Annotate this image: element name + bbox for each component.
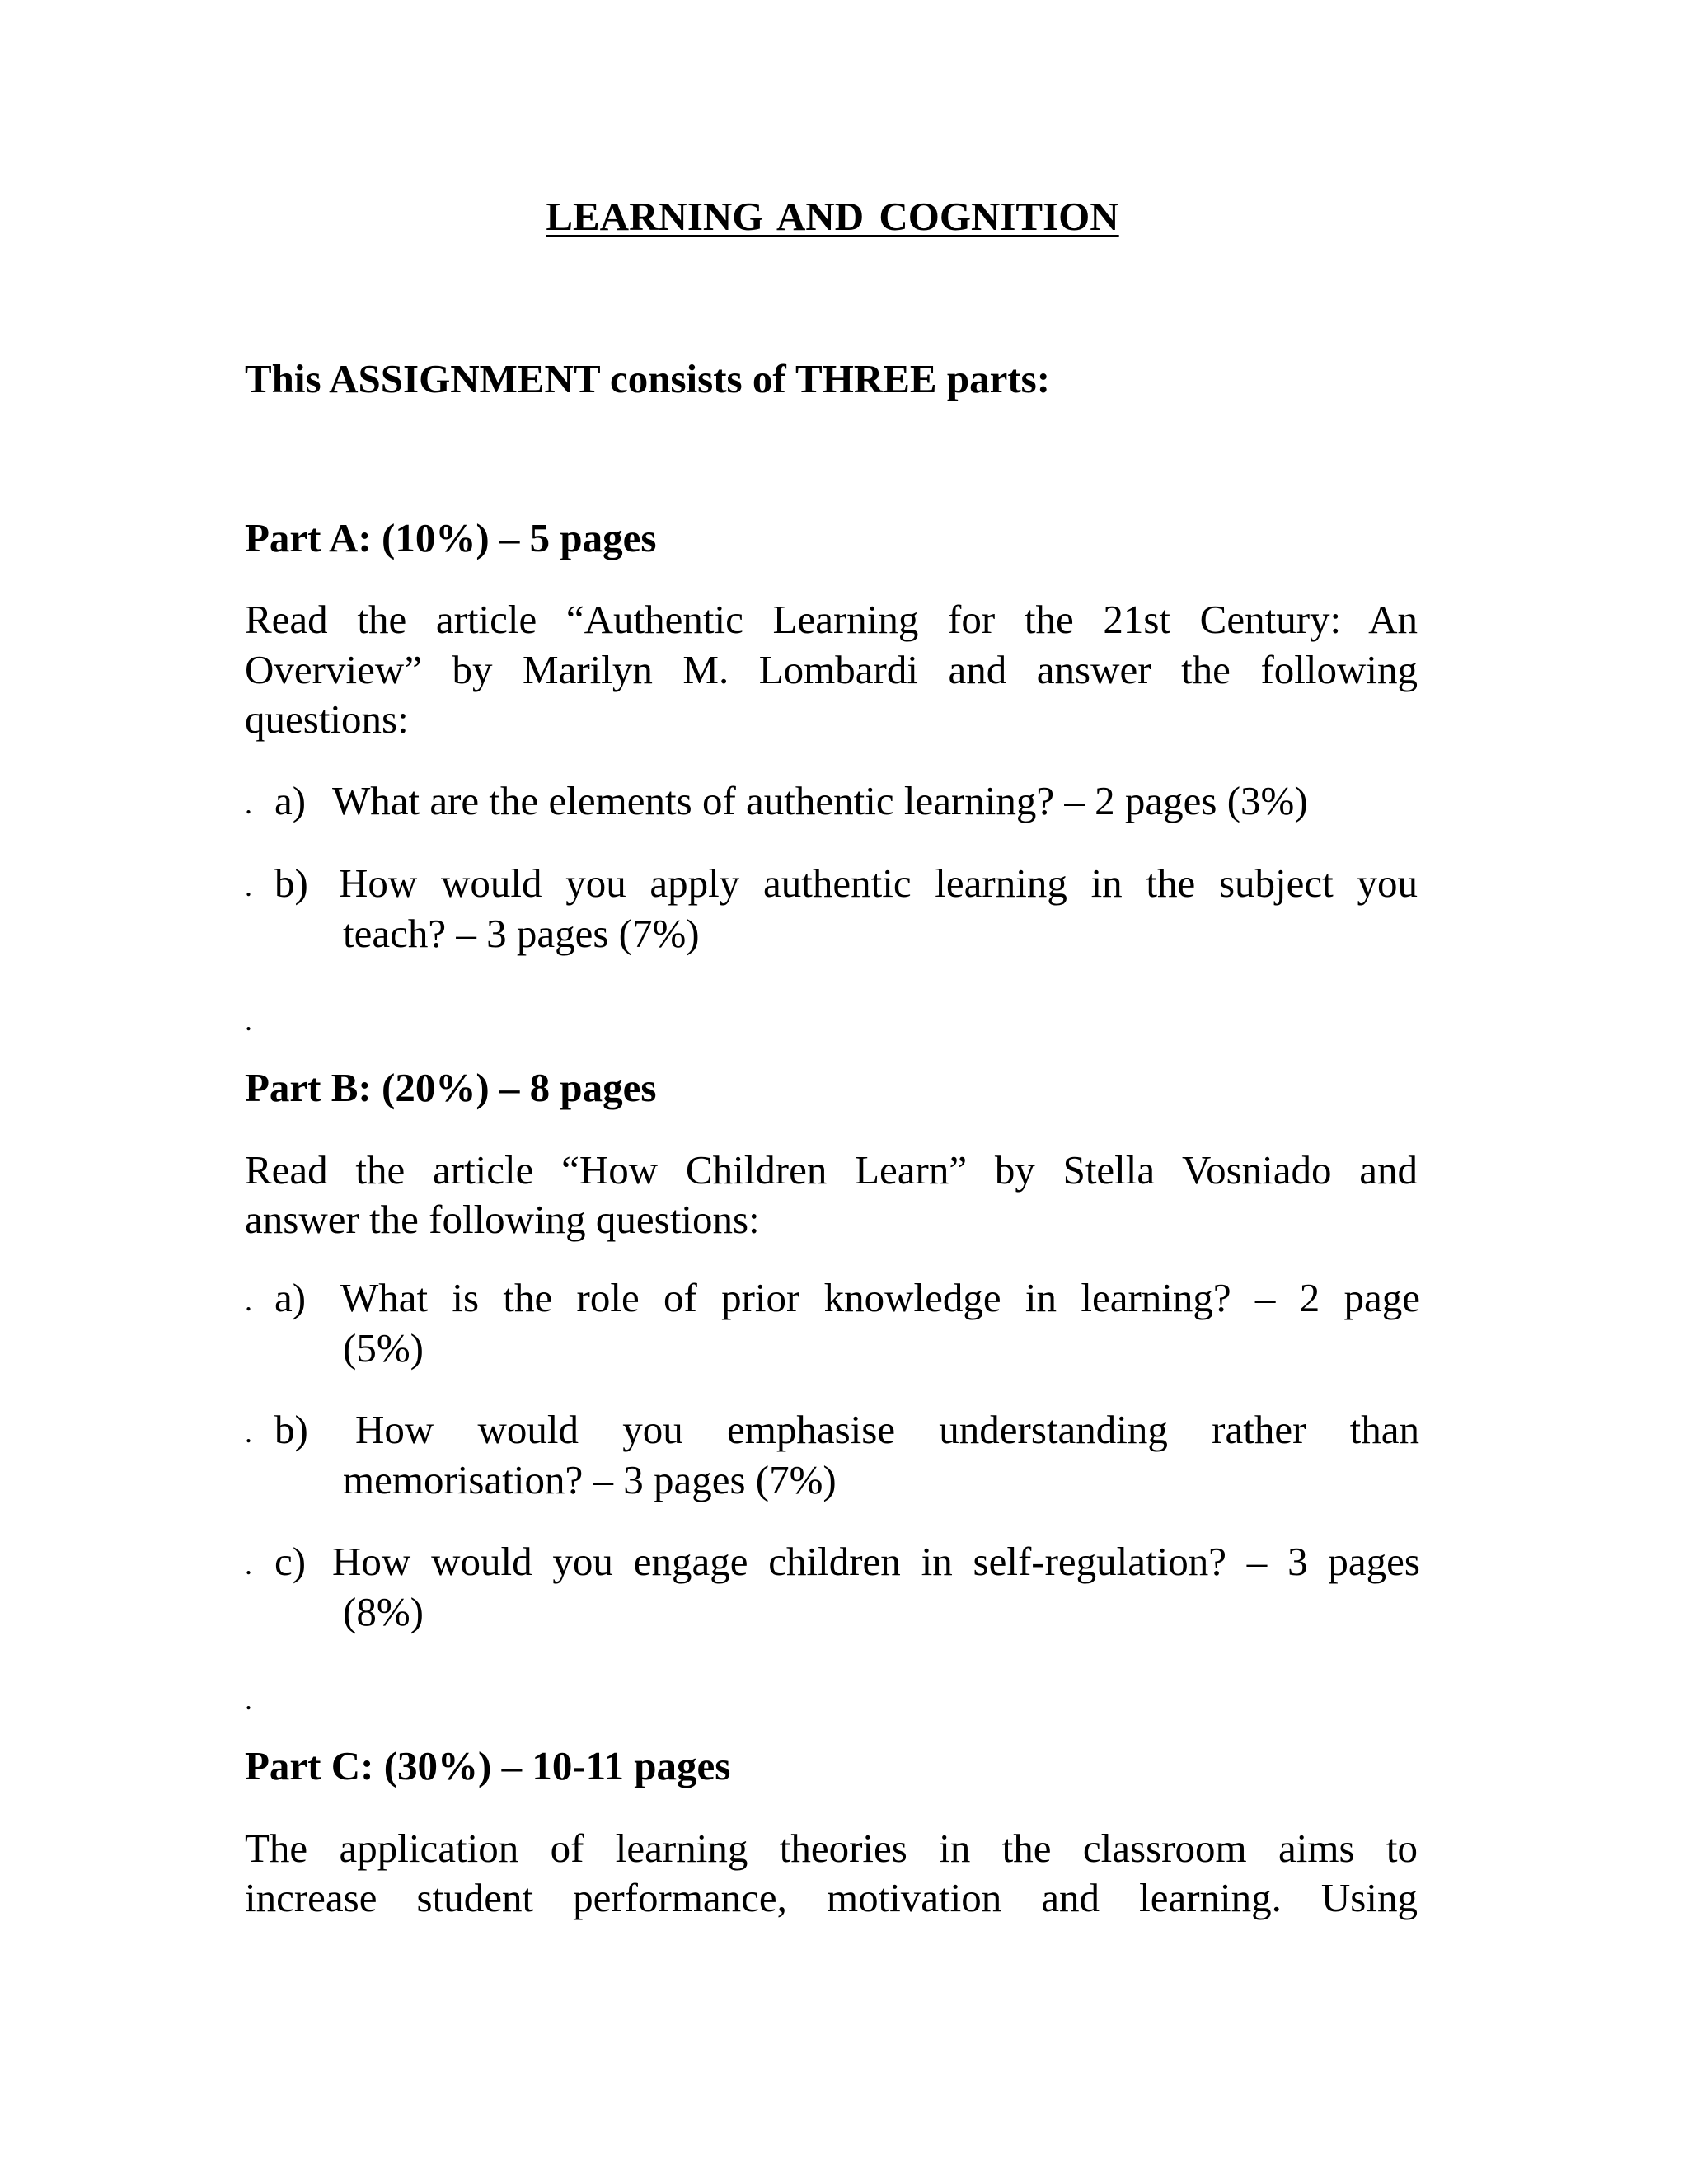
part-b-question-a-text-line-1: What is the role of prior knowledge in learning? – 2 page: [340, 1275, 1420, 1320]
part-c-prompt-line-1: The application of learning theories in the classroom aims to: [245, 1825, 1418, 1871]
part-a-heading: Part A: (10%) – 5 pages: [245, 515, 657, 560]
bullet-marker: .: [245, 1004, 252, 1037]
bullet-marker: .: [245, 869, 252, 902]
part-b-heading: Part B: (20%) – 8 pages: [245, 1065, 657, 1110]
part-b-question-c-text-line-2: (8%): [343, 1589, 424, 1634]
assignment-intro: This ASSIGNMENT consists of THREE parts:: [245, 356, 1051, 401]
part-b-question-c-label: c): [274, 1539, 307, 1584]
bullet-marker: .: [245, 787, 252, 820]
part-b-question-c-text-line-1: How would you engage children in self-regulation? – 3 pages: [332, 1539, 1420, 1584]
part-b-prompt-line-1: Read the article “How Children Learn” by Stella Vosniado and: [245, 1147, 1418, 1193]
part-b-question-b-text-line-1: How would you emphasise understanding rather than: [355, 1407, 1419, 1452]
part-a-question-b-text-line-1: How would you apply authentic learning in the subject you: [339, 860, 1418, 906]
bullet-marker: .: [245, 1548, 252, 1581]
part-a-question-a-text: What are the elements of authentic learning? – 2 pages (3%): [332, 778, 1308, 823]
part-b-question-a-label: a): [274, 1275, 307, 1320]
part-a-question-a-label: a): [274, 778, 307, 823]
part-c-heading: Part C: (30%) – 10-11 pages: [245, 1743, 731, 1788]
part-a-prompt-line-2: Overview” by Marilyn M. Lombardi and answer the following: [245, 647, 1418, 692]
part-b-question-b-label: b): [274, 1407, 308, 1452]
part-b-prompt-line-2: answer the following questions:: [245, 1197, 760, 1242]
part-a-question-b-text-line-2: teach? – 3 pages (7%): [343, 911, 700, 956]
part-c-prompt-line-2: increase student performance, motivation and learning. Using: [245, 1875, 1418, 1920]
document-title-text: LEARNING AND COGNITION: [546, 194, 1119, 239]
part-a-prompt-line-3: questions:: [245, 696, 409, 742]
part-a-question-b-label: b): [274, 860, 308, 906]
part-b-question-a-text-line-2: (5%): [343, 1325, 424, 1371]
part-b-question-b-text-line-2: memorisation? – 3 pages (7%): [343, 1457, 837, 1502]
bullet-marker: .: [245, 1683, 252, 1716]
document-title: [0, 192, 1665, 241]
bullet-marker: .: [245, 1416, 252, 1449]
bullet-marker: .: [245, 1284, 252, 1317]
part-a-prompt-line-1: Read the article “Authentic Learning for the 21st Century: An: [245, 597, 1418, 642]
